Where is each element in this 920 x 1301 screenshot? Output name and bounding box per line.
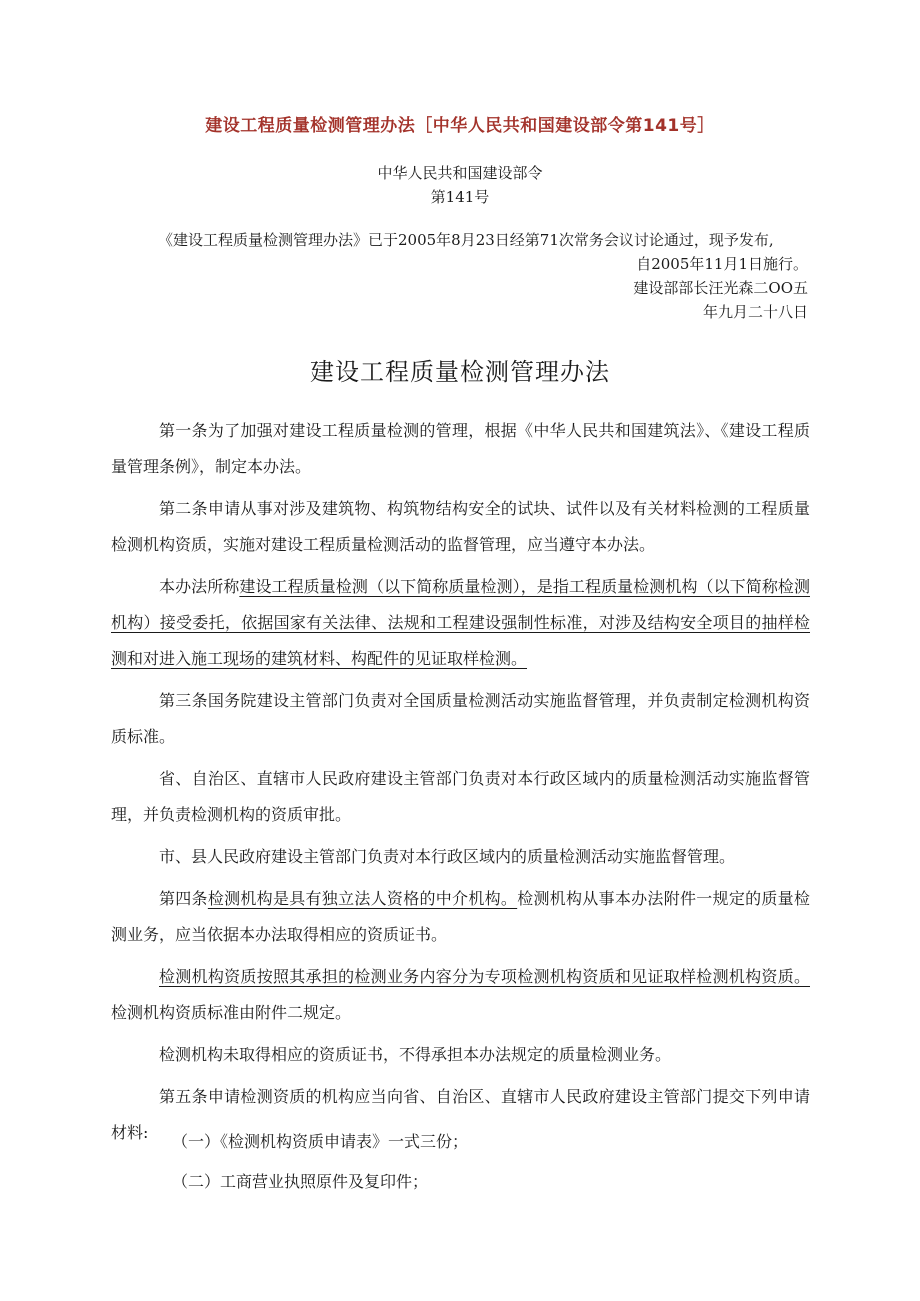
- main-title: 建设工程质量检测管理办法: [310, 358, 610, 386]
- intro-line-2: 自2005年11月1日施行。: [636, 255, 808, 273]
- article-4: [111, 881, 810, 953]
- article-4-rest: 检测机构从事本办法附件一规定的质量检测业务，应当依据本办法取得相应的资质证书。: [111, 889, 810, 944]
- decree-number: 第141号: [430, 188, 490, 206]
- definition-paragraph: [111, 569, 810, 677]
- intro-date: 年九月二十八日: [702, 303, 808, 321]
- decree-intro: [158, 228, 808, 324]
- document-red-title: 建设工程质量检测管理办法［中华人民共和国建设部令第141号］: [205, 116, 715, 136]
- county-paragraph: 市、县人民政府建设主管部门负责对本行政区域内的质量检测活动实施监督管理。: [159, 847, 736, 866]
- qualification-paragraph: [111, 959, 810, 1031]
- article-3: 第三条国务院建设主管部门负责对全国质量检测活动实施监督管理，并负责制定检测机构资质标准。: [111, 691, 810, 746]
- article-5: 第五条申请检测资质的机构应当向省、自治区、直辖市人民政府建设主管部门提交下列申请材料:: [111, 1087, 810, 1142]
- application-materials-list: [172, 1124, 468, 1204]
- intro-line-1: 《建设工程质量检测管理办法》已于2005年8月23日经第71次常务会议讨论通过，现予发布,: [158, 231, 774, 249]
- list-item: （二）工商营业执照原件及复印件；: [172, 1172, 429, 1191]
- article-4-lead: 第四条: [159, 889, 208, 908]
- definition-lead: 本办法所称: [159, 577, 240, 596]
- article-2: 第二条申请从事对涉及建筑物、构筑物结构安全的试块、试件以及有关材料检测的工程质量检测机构资质，实施对建设工程质量检测活动的监督管理，应当遵守本办法。: [111, 499, 810, 554]
- document-body: [111, 413, 810, 1157]
- definition-underlined: 建设工程质量检测（以下简称质量检测），是指工程质量检测机构（以下简称检测机构）接受委托，依据国家有关法律、法规和工程建设强制性标准，对涉及结构安全项目的抽样检测和对进入施工现场的建筑材料、构配件的见证取样检测。: [111, 577, 810, 668]
- provincial-paragraph: 省、自治区、直辖市人民政府建设主管部门负责对本行政区域内的质量检测活动实施监督管理，并负责检测机构的资质审批。: [111, 769, 810, 824]
- qualification-underlined: 检测机构资质按照其承担的检测业务内容分为专项检测机构资质和见证取样检测机构资质。: [159, 967, 810, 986]
- article-4-underlined: 检测机构是具有独立法人资格的中介机构。: [207, 889, 518, 908]
- no-certificate-paragraph: 检测机构未取得相应的资质证书，不得承担本办法规定的质量检测业务。: [159, 1045, 672, 1064]
- article-1: 第一条为了加强对建设工程质量检测的管理，根据《中华人民共和国建筑法》、《建设工程质量管理条例》，制定本办法。: [111, 421, 810, 476]
- decree-org: 中华人民共和国建设部令: [377, 164, 543, 182]
- qualification-rest: 检测机构资质标准由附件二规定。: [111, 1003, 352, 1022]
- intro-signature: 建设部部长汪光森二OO五: [633, 279, 808, 297]
- list-item: （一）《检测机构资质申请表》一式三份；: [172, 1132, 469, 1151]
